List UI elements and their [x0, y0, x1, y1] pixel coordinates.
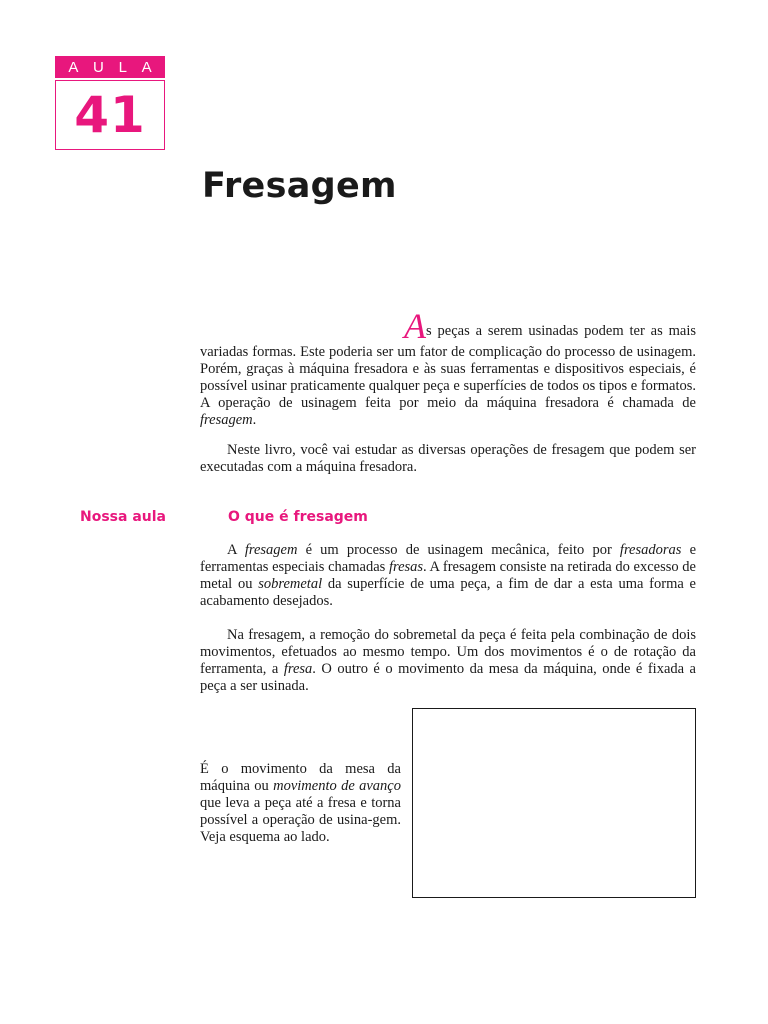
text-run: e ferramentas especiais chamadas [200, 542, 696, 575]
text-run: É o movimento da mesa da máquina ou [200, 761, 401, 794]
lesson-label-letter: A [68, 58, 79, 76]
lesson-label-letter: U [93, 58, 104, 76]
figure-placeholder [412, 708, 696, 898]
text-run: A [227, 542, 245, 558]
emphasis-term: movimento de avanço [273, 778, 401, 794]
definition-paragraph [200, 542, 696, 610]
lesson-label [55, 56, 165, 78]
section-heading: O que é fresagem [228, 509, 368, 525]
intro-text: s peças a serem usinadas podem ter as mais variadas formas. Este poderia ser um fator de complicação do processo de usinagem. Porém, graças à máquina fresadora e às suas ferramentas e dispositivos especiais, é possível usinar praticamente qualquer peça e superfícies de todos os tipos e formatos. A operação de usinagem feita por meio da máquina fresadora é chamada de [200, 323, 696, 411]
intro-text-end: . [252, 412, 257, 428]
emphasis-term: fresagem [200, 412, 253, 428]
text-run: . O outro é o movimento da mesa da máquina, onde é fixada a peça a ser usinada. [200, 661, 696, 694]
page-title: Fresagem [202, 166, 397, 206]
lesson-label-letter: A [141, 58, 152, 76]
intro-paragraph-2: Neste livro, você vai estudar as diversas operações de fresagem que podem ser executadas com a máquina fresadora. [200, 442, 696, 475]
emphasis-term: fresagem [244, 542, 298, 558]
text-run: da superfície de uma peça, a fim de dar a esta uma forma e acabamento desejados. [200, 576, 696, 609]
lesson-number-box [55, 80, 165, 150]
lesson-label-letter: L [118, 58, 127, 76]
lesson-number: 41 [74, 86, 146, 144]
intro-paragraph [200, 308, 696, 429]
emphasis-term: sobremetal [258, 576, 323, 592]
text-run: . A fresagem consiste na retirada do excesso de metal ou [200, 559, 696, 592]
drop-cap: A [404, 306, 426, 346]
text-run: é um processo de usinagem mecânica, feito por [297, 542, 620, 558]
movements-paragraph [200, 627, 696, 695]
sidebar-label: Nossa aula [80, 509, 166, 525]
emphasis-term: fresadoras [619, 542, 682, 558]
text-run: que leva a peça até a fresa e torna possível a operação de usina-gem. Veja esquema ao lado. [200, 795, 401, 845]
emphasis-term: fresas [388, 559, 424, 575]
feed-movement-paragraph [200, 761, 401, 846]
emphasis-term: fresa [283, 661, 313, 677]
text-run: Na fresagem, a remoção do sobremetal da peça é feita pela combinação de dois movimentos, efetuados ao mesmo tempo. Um dos movimentos é o de rotação da ferramenta, a [200, 627, 696, 677]
